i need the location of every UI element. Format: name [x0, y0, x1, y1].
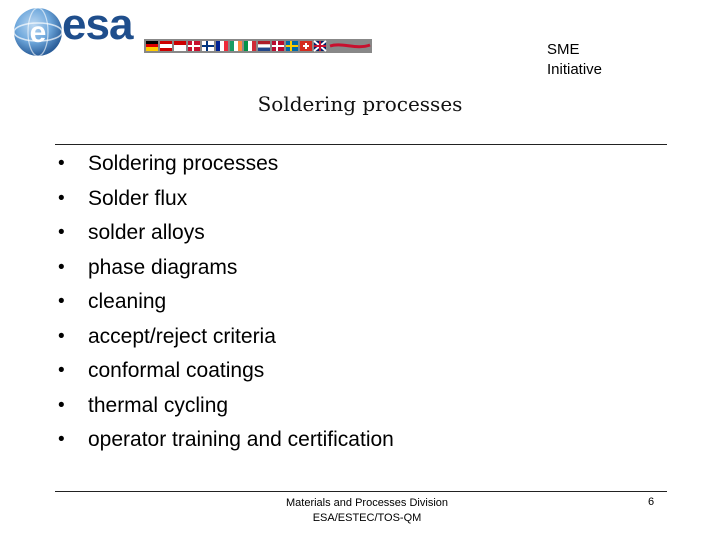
bullet-item	[58, 182, 394, 217]
bullet-text: phase diagrams	[88, 255, 238, 279]
bullet-dot-icon: •	[58, 291, 65, 312]
bullet-text: conformal coatings	[88, 359, 265, 382]
initiative-line: Initiative	[547, 61, 603, 78]
page-number: 6	[648, 496, 655, 508]
bullet-dot-icon: •	[58, 222, 65, 243]
bullet-item	[58, 216, 394, 251]
bullet-item	[58, 251, 394, 286]
sme-initiative-label	[547, 40, 602, 80]
bullet-item	[58, 423, 394, 458]
bullet-dot-icon: •	[58, 360, 65, 381]
bullet-dot-icon: •	[58, 153, 65, 174]
footer-department: ESA/ESTEC/TOS-QM	[312, 512, 422, 524]
bullet-text: thermal cycling	[88, 393, 229, 417]
bullet-text: operator training and certification	[88, 428, 394, 451]
top-divider	[55, 144, 667, 145]
slide-title: Soldering processes	[257, 92, 463, 116]
esa-logo	[8, 0, 378, 64]
bullet-dot-icon: •	[58, 187, 65, 209]
bullet-dot-icon: •	[58, 256, 65, 278]
svg-text:e: e	[29, 16, 47, 49]
bullet-item	[58, 285, 394, 320]
sme-line: SME	[547, 41, 580, 58]
bullet-item	[58, 354, 394, 389]
member-flags-icon	[144, 39, 372, 53]
esa-wordmark: esa	[62, 0, 133, 49]
bullet-text: Soldering processes	[88, 152, 279, 175]
bullet-item	[58, 147, 394, 182]
globe-icon	[12, 6, 64, 58]
bullet-text: accept/reject criteria	[88, 324, 276, 348]
footer-division: Materials and Processes Division	[285, 497, 448, 509]
bullet-dot-icon: •	[58, 394, 65, 416]
footer	[200, 496, 534, 526]
bottom-divider	[55, 491, 667, 492]
bullet-text: cleaning	[88, 290, 167, 313]
bullet-text: solder alloys	[88, 221, 205, 244]
bullet-dot-icon: •	[58, 429, 65, 450]
bullet-text: Solder flux	[88, 186, 188, 210]
bullet-item	[58, 320, 394, 355]
bullet-list	[58, 147, 394, 458]
bullet-item	[58, 389, 394, 424]
bullet-dot-icon: •	[58, 325, 65, 347]
